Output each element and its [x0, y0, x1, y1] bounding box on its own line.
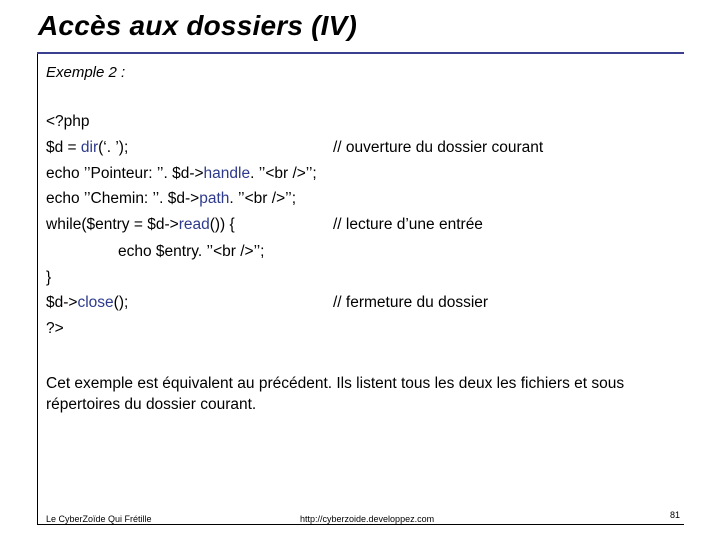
property-name: handle	[203, 165, 251, 182]
function-name: close	[77, 294, 114, 311]
property-name: path	[199, 190, 230, 207]
code-text: (‘. ’);	[98, 139, 129, 156]
code-line-3	[46, 163, 317, 185]
code-text: while($entry = $d->	[46, 216, 179, 233]
code-comment: // ouverture du dossier courant	[333, 139, 544, 156]
code-line-7	[46, 267, 51, 289]
code-text: . ’’<br />’’;	[250, 165, 317, 182]
code-text: $d->	[46, 294, 78, 311]
code-text: echo ’’Pointeur: ’’. $d->	[46, 165, 204, 182]
code-line-1	[46, 111, 90, 133]
example-heading: Exemple 2 :	[46, 64, 126, 81]
code-text: ();	[113, 294, 129, 311]
code-text: . ’’<br />’’;	[229, 190, 297, 207]
code-line-4	[46, 188, 296, 210]
code-line-9	[46, 318, 64, 340]
code-text: echo ’’Chemin: ’’. $d->	[46, 190, 200, 207]
code-text: }	[46, 269, 52, 286]
footer-author: Le CyberZoïde Qui Frétille	[46, 514, 152, 524]
title-underline	[37, 52, 684, 54]
bottom-frame-line	[37, 524, 684, 525]
function-name: read	[178, 216, 210, 233]
code-line-2	[46, 137, 606, 159]
function-name: dir	[80, 139, 99, 156]
code-text: ()) {	[209, 216, 235, 233]
footer-url: http://cyberzoide.developpez.com	[300, 514, 435, 524]
code-comment: // fermeture du dossier	[333, 294, 489, 311]
code-line-8	[46, 292, 606, 314]
page-number: 81	[670, 510, 681, 520]
code-text: <?php	[46, 113, 90, 130]
code-text: echo $entry. ’’<br />’’;	[118, 243, 265, 260]
explanation-paragraph: Cet exemple est équivalent au précédent. Ils listent tous les deux les fichiers et sous répertoires du dossier courant.	[46, 375, 625, 413]
code-text: $d =	[46, 139, 81, 156]
code-comment: // lecture d’une entrée	[333, 216, 483, 233]
slide-title: Accès aux dossiers (IV)	[38, 10, 357, 41]
code-text: ?>	[46, 320, 64, 337]
code-line-6	[118, 241, 264, 263]
left-frame-line	[37, 54, 38, 525]
code-line-5	[46, 214, 606, 236]
